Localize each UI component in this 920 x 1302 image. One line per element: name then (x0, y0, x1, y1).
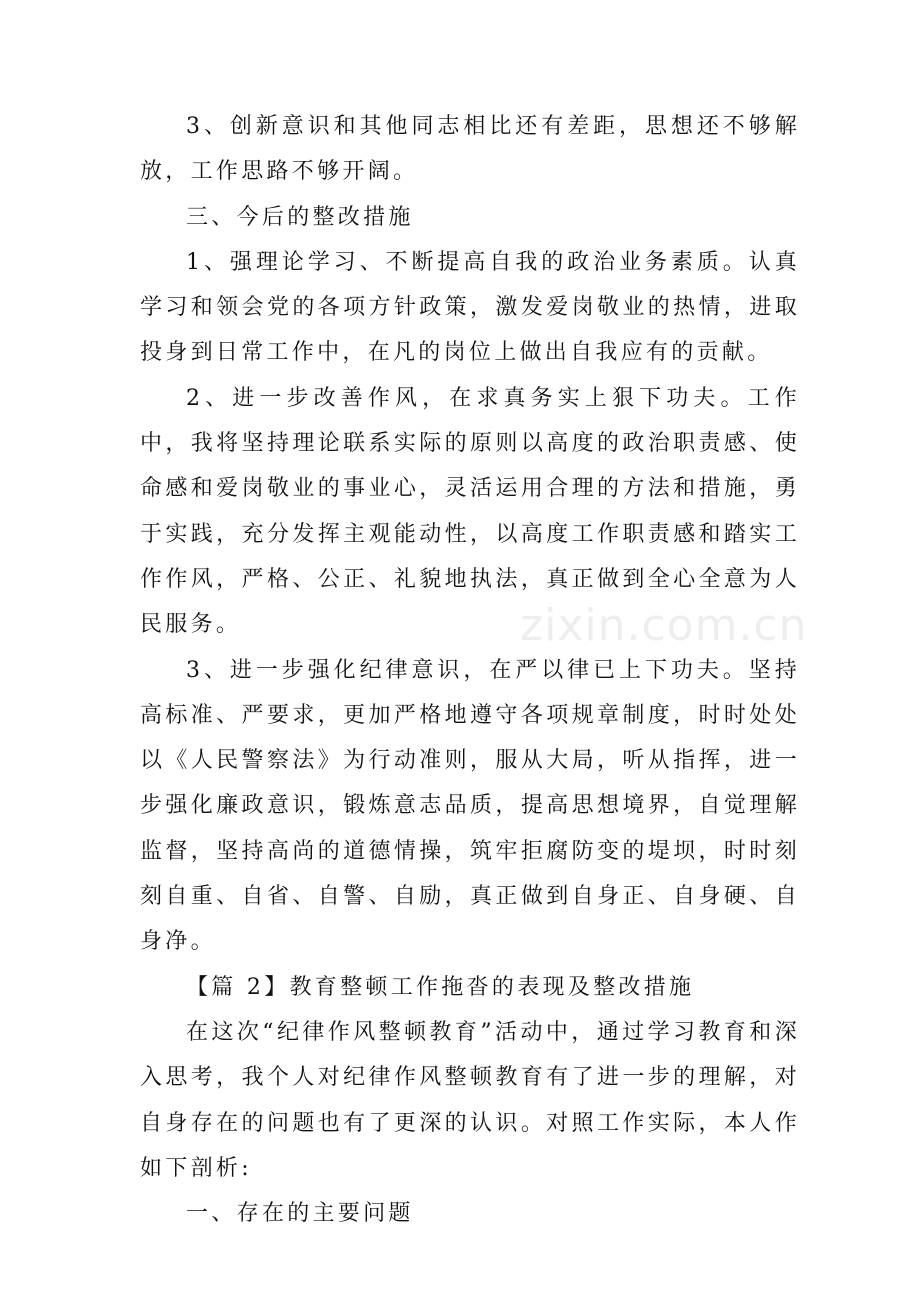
section-heading-main-problems: 一、存在的主要问题 (186, 1201, 414, 1227)
paragraph-measure-3: 3、进一步强化纪律意识，在严以律已上下功夫。坚持高标准、严要求，更加严格地遵守各项规章制度，时时处处以《人民警察法》为行动准则，服从大局，听从指挥，进一步强化廉政意识，锻炼意志品质，提高思想境界，自觉理解监督，坚持高尚的道德情操，筑牢拒腐防变的堤坝，时时刻刻自重、自省、自警、自励，真正做到自身正、自身硬、自身净。 (140, 657, 800, 955)
paragraph-measure-1: 1、强理论学习、不断提高自我的政治业务素质。认真学习和领会党的各项方针政策，激发爱岗敬业的热情，进取投身到日常工作中，在凡的岗位上做出自我应有的贡献。 (140, 249, 800, 366)
document-body (140, 104, 800, 1236)
watermark-text: zixin.com.cn (520, 600, 808, 651)
paragraph-point-3-innovation: 3、创新意识和其他同志相比还有差距，思想还不够解放，工作思路不够开阔。 (140, 114, 800, 185)
paragraph-intro: 在这次“纪律作风整顿教育”活动中，通过学习教育和深入思考，我个人对纪律作风整顿教育有了进一步的理解，对自身存在的问题也有了更深的认识。对照工作实际，本人作如下剖析: (140, 1019, 800, 1181)
paragraph-measure-2: 2、进一步改善作风，在求真务实上狠下功夫。工作中，我将坚持理论联系实际的原则以高度的政治职责感、使命感和爱岗敬业的事业心，灵活运用合理的方法和措施，勇于实践，充分发挥主观能动性，以高度工作职责感和踏实工作作风，严格、公正、礼貌地执法，真正做到全心全意为人民服务。 (140, 385, 800, 638)
article-2-title: 【篇 2】教育整顿工作拖沓的表现及整改措施 (186, 974, 695, 1000)
section-heading-rectification: 三、今后的整改措施 (186, 204, 414, 230)
